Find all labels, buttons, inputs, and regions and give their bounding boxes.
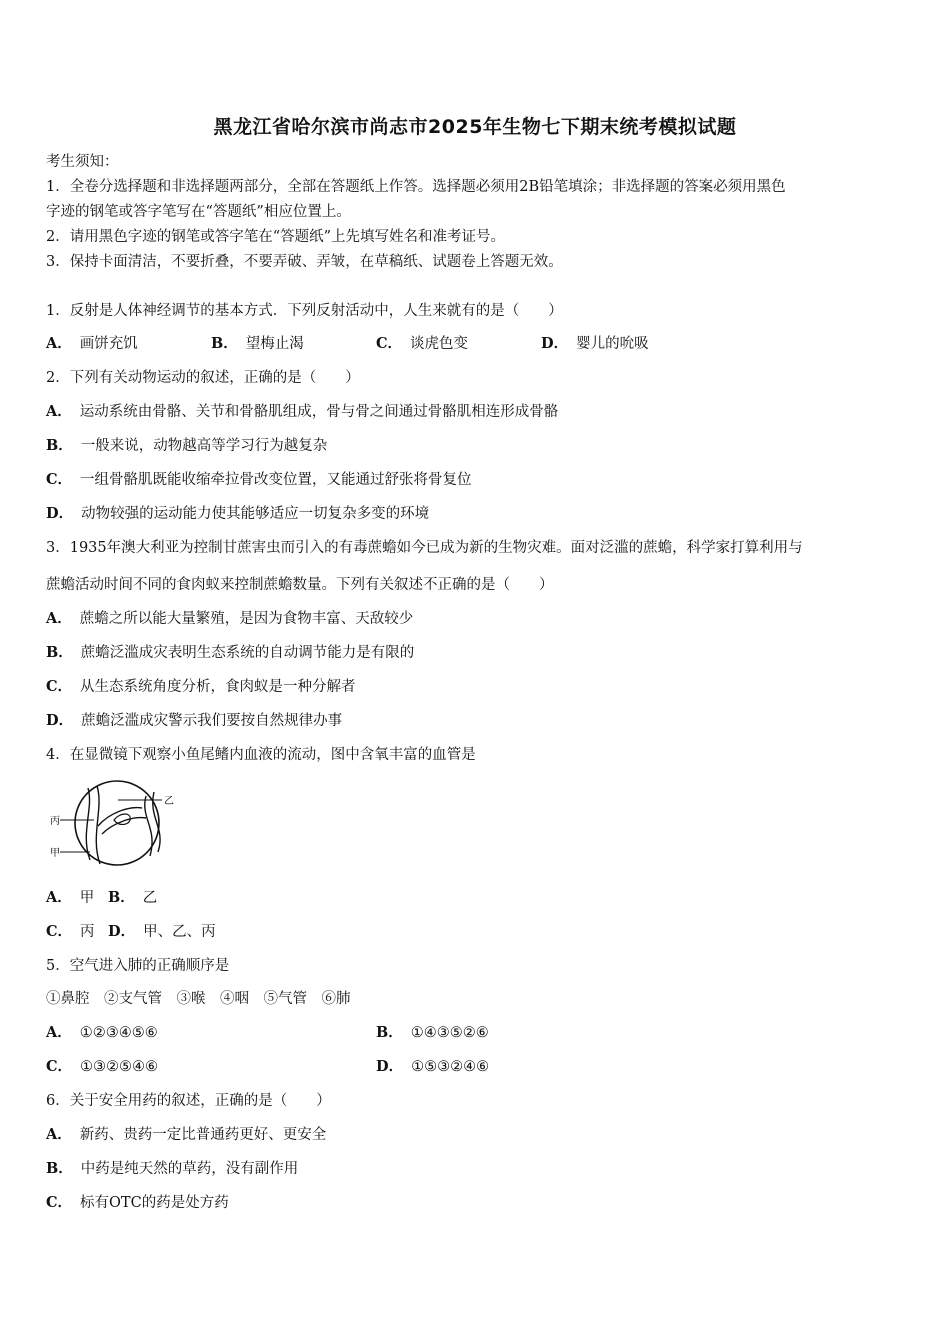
question-1-stem: 1．反射是人体神经调节的基本方式．下列反射活动中，人生来就有的是（ ） bbox=[46, 303, 563, 319]
blood-vessel-figure bbox=[50, 778, 180, 868]
q1-option-a bbox=[46, 334, 138, 354]
option-letter: D． bbox=[108, 923, 136, 940]
option-letter: A． bbox=[46, 1024, 72, 1041]
option-letter: C． bbox=[46, 1058, 73, 1075]
notice-line-2: 2．请用黑色字迹的钢笔或答字笔在“答题纸”上先填写姓名和准考证号。 bbox=[46, 229, 506, 245]
notice-line-3: 3．保持卡面清洁，不要折叠，不要弄破、弄皱，在草稿纸、试题卷上答题无效。 bbox=[46, 254, 563, 270]
q6-option-a bbox=[46, 1125, 326, 1145]
option-text: 婴儿的吮吸 bbox=[576, 336, 649, 352]
q2-option-a bbox=[46, 402, 558, 422]
option-letter: C． bbox=[46, 923, 73, 940]
option-text: 动物较强的运动能力使其能够适应一切复杂多变的环境 bbox=[81, 506, 430, 522]
option-text: 标有OTC的药是处方药 bbox=[80, 1195, 229, 1211]
option-letter: B． bbox=[376, 1024, 403, 1041]
label-yi: 乙 bbox=[164, 796, 174, 807]
option-text: 丙 bbox=[80, 924, 95, 940]
option-text: 蔗蟾泛滥成灾警示我们要按自然规律办事 bbox=[81, 713, 343, 729]
option-text: 谈虎色变 bbox=[410, 336, 469, 352]
q5-option-c bbox=[46, 1057, 158, 1077]
question-5-stem: 5．空气进入肺的正确顺序是 bbox=[46, 958, 230, 974]
option-text: 运动系统由骨骼、关节和骨骼肌组成，骨与骨之间通过骨骼肌相连形成骨骼 bbox=[79, 404, 559, 420]
q2-option-d bbox=[46, 504, 429, 524]
vessel-line bbox=[102, 818, 146, 834]
option-letter: D． bbox=[376, 1058, 404, 1075]
option-letter: A． bbox=[46, 403, 72, 420]
label-bing: 丙 bbox=[50, 816, 60, 827]
option-letter: D． bbox=[541, 335, 569, 352]
q3-option-a bbox=[46, 609, 413, 629]
page-title: 黑龙江省哈尔滨市尚志市2025年生物七下期末统考模拟试题 bbox=[213, 116, 737, 138]
option-text: 乙 bbox=[142, 890, 158, 906]
q1-option-c bbox=[376, 334, 468, 354]
option-letter: A． bbox=[46, 610, 72, 627]
option-text: 一般来说，动物越高等学习行为越复杂 bbox=[80, 438, 328, 454]
option-letter: B． bbox=[46, 1160, 73, 1177]
option-letter: B． bbox=[108, 889, 135, 906]
question-6-stem: 6．关于安全用药的叙述，正确的是（ ） bbox=[46, 1093, 331, 1109]
option-text: ①②③④⑤⑥ bbox=[79, 1025, 158, 1041]
question-3-stem-2: 蔗蟾活动时间不同的食肉蚁来控制蔗蟾数量。下列有关叙述不正确的是（ ） bbox=[46, 577, 554, 593]
q4-option-a bbox=[46, 888, 94, 908]
option-letter: A． bbox=[46, 335, 72, 352]
vessel-line bbox=[86, 788, 90, 860]
option-text: 新药、贵药一定比普通药更好、更安全 bbox=[79, 1127, 327, 1143]
option-letter: C． bbox=[46, 1194, 73, 1211]
option-letter: D． bbox=[46, 505, 74, 522]
question-2-stem: 2．下列有关动物运动的叙述，正确的是（ ） bbox=[46, 370, 360, 386]
vessel-line bbox=[98, 808, 142, 826]
notice-line-1a: 1．全卷分选择题和非选择题两部分，全部在答题纸上作答。选择题必须用2B铅笔填涂；非选择题的答案必须用黑色 bbox=[46, 179, 786, 195]
option-text: 一组骨骼肌既能收缩牵拉骨改变位置，又能通过舒张将骨复位 bbox=[80, 472, 472, 488]
q5-option-a bbox=[46, 1023, 158, 1043]
option-text: 从生态系统角度分析，食肉蚁是一种分解者 bbox=[80, 679, 356, 695]
option-text: ①⑤③②④⑥ bbox=[411, 1059, 490, 1075]
q5-items: ①鼻腔 ②支气管 ③喉 ④咽 ⑤气管 ⑥肺 bbox=[46, 991, 351, 1007]
q5-option-d bbox=[376, 1057, 489, 1077]
q4-option-c bbox=[46, 922, 95, 942]
notice-line-1b: 字迹的钢笔或答字笔写在“答题纸”相应位置上。 bbox=[46, 204, 351, 220]
q6-option-b bbox=[46, 1159, 298, 1179]
q6-option-c bbox=[46, 1193, 229, 1213]
option-text: 中药是纯天然的草药，没有副作用 bbox=[80, 1161, 299, 1177]
notice-heading: 考生须知： bbox=[46, 154, 119, 170]
q5-option-b bbox=[376, 1023, 489, 1043]
option-text: ①③②⑤④⑥ bbox=[80, 1059, 159, 1075]
question-4-stem: 4．在显微镜下观察小鱼尾鳍内血液的流动，图中含氧丰富的血管是 bbox=[46, 747, 476, 763]
option-text: 甲、乙、丙 bbox=[143, 924, 216, 940]
option-text: 蔗蟾之所以能大量繁殖，是因为食物丰富、天敌较少 bbox=[79, 611, 414, 627]
option-letter: D． bbox=[46, 712, 74, 729]
option-letter: B． bbox=[211, 335, 238, 352]
question-3-stem-1: 3．1935年澳大利亚为控制甘蔗害虫而引入的有毒蔗蟾如今已成为新的生物灾难。面对泛滥的蔗蟾，科学家打算利用与 bbox=[46, 540, 803, 556]
option-letter: C． bbox=[46, 678, 73, 695]
option-text: 蔗蟾泛滥成灾表明生态系统的自动调节能力是有限的 bbox=[80, 645, 415, 661]
option-text: 望梅止渴 bbox=[245, 336, 304, 352]
q2-option-b bbox=[46, 436, 327, 456]
q4-option-b bbox=[108, 888, 157, 908]
option-letter: B． bbox=[46, 644, 73, 661]
option-letter: B． bbox=[46, 437, 73, 454]
q4-option-d bbox=[108, 922, 216, 942]
option-text: ①④③⑤②⑥ bbox=[410, 1025, 489, 1041]
q1-option-b bbox=[211, 334, 304, 354]
option-text: 画饼充饥 bbox=[79, 336, 138, 352]
label-jia: 甲 bbox=[50, 848, 60, 859]
q1-option-d bbox=[541, 334, 649, 354]
option-letter: C． bbox=[46, 471, 73, 488]
q3-option-c bbox=[46, 677, 356, 697]
q3-option-d bbox=[46, 711, 342, 731]
option-text: 甲 bbox=[79, 890, 95, 906]
option-letter: A． bbox=[46, 889, 72, 906]
q3-option-b bbox=[46, 643, 414, 663]
option-letter: C． bbox=[376, 335, 403, 352]
q2-option-c bbox=[46, 470, 472, 490]
option-letter: A． bbox=[46, 1126, 72, 1143]
